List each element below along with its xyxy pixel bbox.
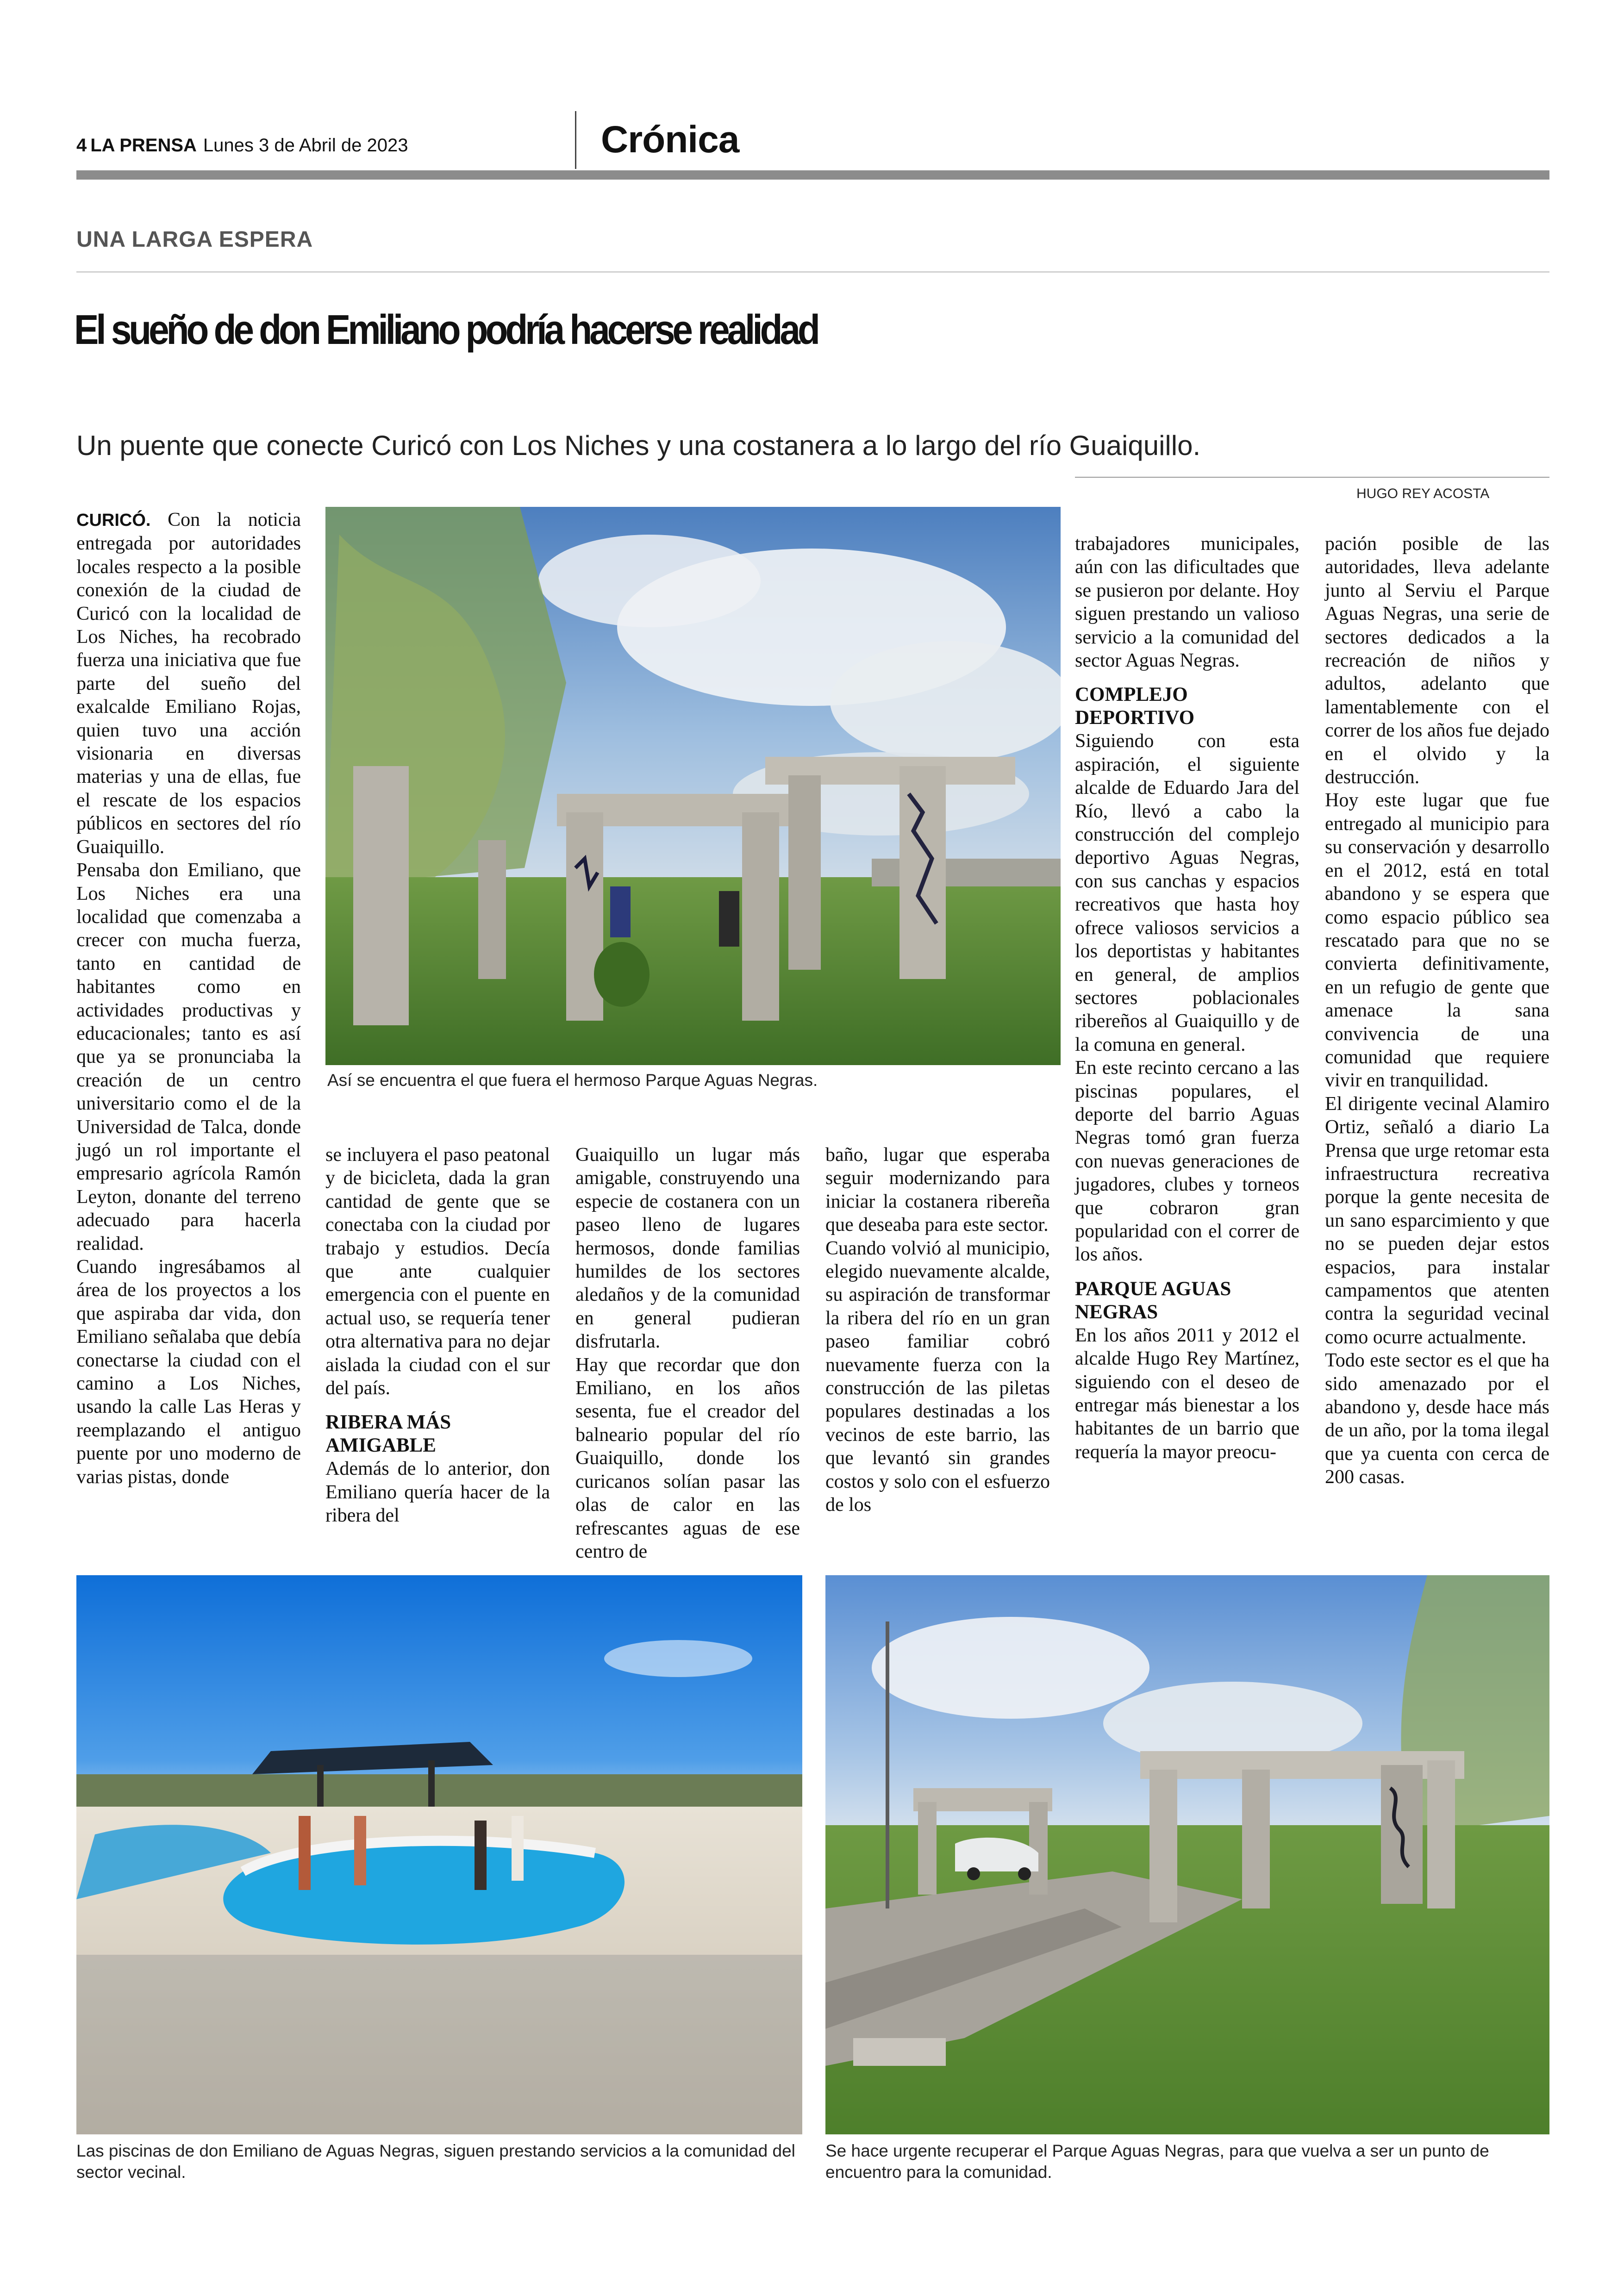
article-column-4: [825, 1143, 1050, 1517]
subheading-complejo: COMPLEJO DEPORTIVO: [1075, 684, 1195, 729]
paragraph: Además de lo anterior, don Emiliano quería hacer de la ribera del: [325, 1458, 550, 1527]
article-column-3: [575, 1143, 800, 1563]
photo-pools: [76, 1575, 802, 2134]
paragraph: baño, lugar que esperaba seguir modernizando para iniciar la costanera ribereña que deseaba para este sector.: [825, 1144, 1050, 1236]
caption-top-photo: Así se encuentra el que fuera el hermoso Parque Aguas Negras.: [327, 1071, 818, 1090]
photo-park-ruins: [325, 507, 1061, 1065]
paragraph: En este recinto cercano a las piscinas populares, el deporte del barrio Aguas Negras tomó gran fuerza con nuevas generaciones de jugadores, clubes y torneos que cobraron gran popularidad con el correr de los años.: [1075, 1057, 1299, 1266]
paragraph: Cuando ingresábamos al área de los proyectos a los que aspiraba dar vida, don Emiliano señalaba que debía conectarse la ciudad con el camino a Los Niches, usando la calle Las Heras y reemplazando el antiguo puente por uno moderno de varias pistas, donde: [76, 1256, 301, 1488]
subheadline: Un puente que conecte Curicó con Los Niches y una costanera a lo largo del río Guaiquillo.: [76, 430, 1201, 461]
paragraph: Todo este sector es el que ha sido amenazado por el abandono y, desde hace más de un año, por la toma ilegal que ya cuenta con cerca de 200 casas.: [1325, 1350, 1549, 1488]
paragraph: [76, 508, 301, 859]
headline: El sueño de don Emiliano podría hacerse realidad: [74, 306, 818, 353]
section-name: Crónica: [601, 118, 739, 161]
dateline: CURICÓ.: [76, 511, 151, 530]
paragraph: Cuando volvió al municipio, elegido nuevamente alcalde, su aspiración de transformar la ribera del río en un gran paseo familiar cobró nuevamente fuerza con la construcción de las piletas populares destinadas a los vecinos de este barrio, las que levantó sin grandes costos y solo con el esfuerzo de los: [825, 1237, 1050, 1516]
paragraph: Hay que recordar que don Emiliano, en los años sesenta, fue el creador del balneario popular del río Guaiquillo, donde los curicanos solían pasar las olas de calor en las refrescantes aguas de ese centro de: [575, 1354, 800, 1562]
paragraph: pación posible de las autoridades, lleva adelante junto al Serviu el Parque Aguas Negras, una serie de sectores dedicados a la recreación de niños y adultos, adelanto que lamentablemente con el correr de los años fue dejado en el olvido y la destrucción.: [1325, 533, 1549, 788]
photo-park-abandoned-image: [825, 1575, 1549, 2134]
issue-date: Lunes 3 de Abril de 2023: [203, 135, 408, 156]
paragraph: Hoy este lugar que fue entregado al municipio para su conservación y desarrollo en el 2012, está en total abandono y se espera que como espacio público sea rescatado para que no se convierta definitivamente, en un refugio de gente que amenace la sana convivencia de una comunidad que requiere vivir en tranquilidad.: [1325, 790, 1549, 1091]
page-header-info: [76, 135, 408, 156]
article-column-5: [1075, 532, 1299, 1464]
paragraph-text: Con la noticia entregada por autoridades locales respecto a la posible conexión de la ciudad de Curicó con la localidad de Los Niches, ha recobrado fuerza una iniciativa que fue parte del sueño del exalcalde Emiliano Rojas, quien tuvo una acción visionaria en diversas materias y una de ellas, fue el rescate de los espacios públicos en sectores del río Guaiquillo.: [76, 509, 301, 858]
publication-name: LA PRENSA: [90, 135, 197, 156]
subheading-parque: PARQUE AGUAS NEGRAS: [1075, 1278, 1231, 1323]
paragraph: En los años 2011 y 2012 el alcalde Hugo Rey Martínez, siguiendo con el deseo de entregar más bienestar a los habitantes de un barrio que requería la mayor preocu-: [1075, 1324, 1299, 1463]
kicker: UNA LARGA ESPERA: [76, 227, 313, 252]
byline: HUGO REY ACOSTA: [1356, 486, 1490, 501]
paragraph: Guaiquillo un lugar más amigable, construyendo una especie de costanera con un paseo lleno de lugares hermosos, donde familias humildes de los sectores aledaños y de la comunidad en general pudieran disfrutarla.: [575, 1144, 800, 1353]
paragraph: trabajadores municipales, aún con las dificultades que se pusieron por delante. Hoy siguen prestando un valioso servicio a la comunidad del sector Aguas Negras.: [1075, 533, 1299, 672]
header-divider: [575, 111, 576, 169]
paragraph: El dirigente vecinal Alamiro Ortiz, señaló a diario La Prensa que urge retomar esta infraestructura recreativa porque la gente necesita de un sano esparcimiento y que no se pueden dejar estos espacios, para instalar campamentos que atenten contra la seguridad vecinal como ocurre actualmente.: [1325, 1093, 1549, 1348]
paragraph: se incluyera el paso peatonal y de bicicleta, dada la gran cantidad de gente que se conectaba con la ciudad por trabajo y estudios. Decía que ante cualquier emergencia con el puente en actual uso, se requería tener otra alternativa para no dejar aislada la ciudad con el sur del país.: [325, 1144, 550, 1399]
paragraph: Siguiendo con esta aspiración, el siguiente alcalde de Eduardo Jara del Río, llevó a cabo la construcción del complejo deportivo Aguas Negras, con sus canchas y espacios recreativos que hasta hoy ofrece valiosos servicios a los deportistas y habitantes en general, de amplios sectores poblacionales ribereños al Guaiquillo y de la comuna en general.: [1075, 730, 1299, 1055]
caption-bottom-left: Las piscinas de don Emiliano de Aguas Negras, siguen prestando servicios a la comunidad del sector vecinal.: [76, 2141, 795, 2182]
photo-park-abandoned: [825, 1575, 1549, 2134]
caption-bottom-right: Se hace urgente recuperar el Parque Aguas Negras, para que vuelva a ser un punto de encuentro para la comunidad.: [825, 2141, 1489, 2182]
header-bar: [76, 170, 1549, 180]
subheading-ribera: RIBERA MÁS AMIGABLE: [325, 1411, 451, 1457]
paragraph: Pensaba don Emiliano, que Los Niches era una localidad que comenzaba a crecer con mucha fuerza, tanto en cantidad de habitantes como en actividades productivas y educacionales; tanto es así que ya se pronunciaba la creación de un centro universitario como el de la Universidad de Talca, donde jugó un rol importante el empresario agrícola Ramón Leyton, donante del terreno adecuado para hacerla realidad.: [76, 860, 301, 1254]
article-column-1: [76, 508, 301, 1489]
article-column-2: [325, 1143, 550, 1528]
page-number: 4: [76, 135, 87, 156]
byline-rule: [1075, 477, 1549, 478]
article-column-6: [1325, 532, 1549, 1489]
photo-park-ruins-image: [325, 507, 1061, 1065]
kicker-rule: [76, 271, 1549, 273]
photo-pools-image: [76, 1575, 802, 2134]
